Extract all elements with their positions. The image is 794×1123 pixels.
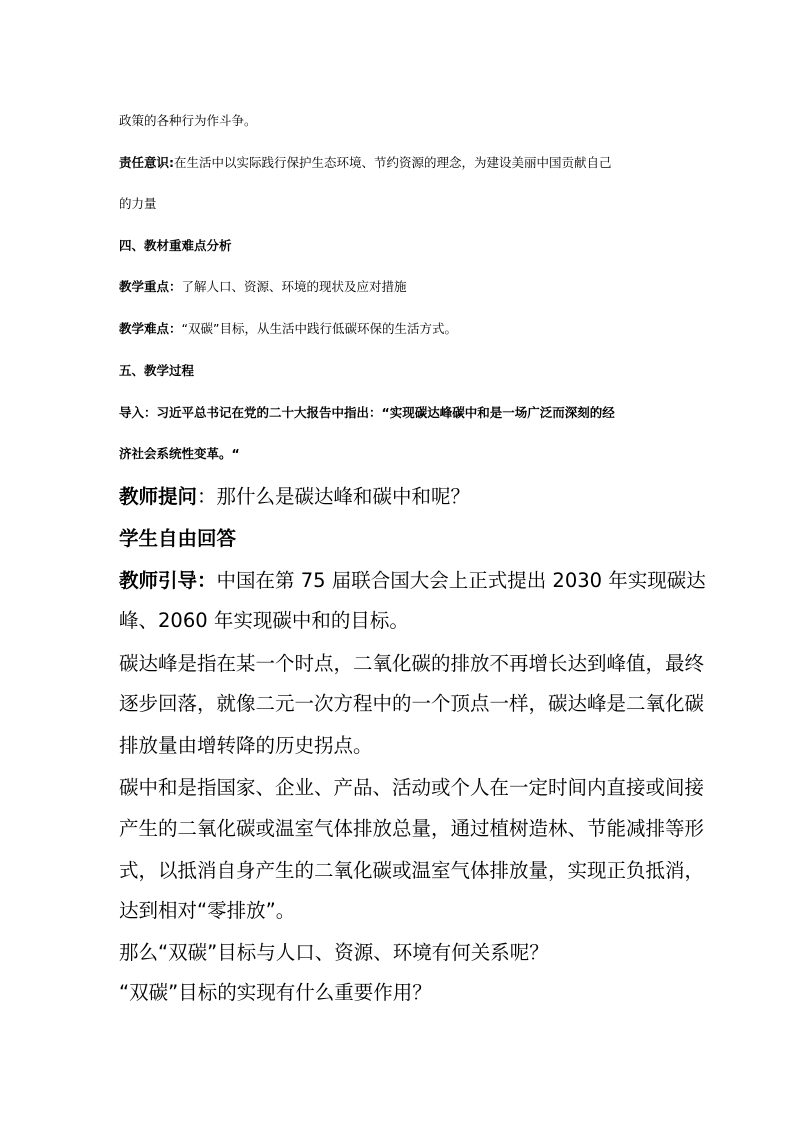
key-point-label: 教学重点： — [119, 279, 182, 294]
responsibility-text-cont: 的力量 — [119, 196, 157, 211]
peak-def-line-1: 碳达峰是指在某一个时点，二氧化碳的排放不再增长达到峰值，最终 — [119, 652, 705, 675]
difficulty-text: “双碳”目标，从生活中践行低碳环保的生活方式。 — [181, 321, 457, 336]
question-2: “双碳”目标的实现有什么重要作用？ — [119, 981, 432, 1004]
section5-heading: 五、教学过程 — [119, 363, 195, 378]
responsibility-line — [119, 153, 612, 171]
paragraph-continuation: 政策的各种行为作斗争。 — [119, 113, 257, 128]
teacher-question-label: 教师提问 — [119, 485, 198, 508]
teacher-guide-line-2: 峰、2060 年实现碳中和的目标。 — [119, 609, 409, 632]
key-point-text: 了解人口、资源、环境的现状及应对措施 — [181, 279, 407, 294]
difficulty-line — [119, 319, 457, 337]
teacher-question-text: ：那什么是碳达峰和碳中和呢？ — [197, 485, 471, 508]
intro-line-1: 导入：习近平总书记在党的二十大报告中指出：“实现碳达峰碳中和是一场广泛而深刻的经 — [119, 405, 615, 420]
peak-def-line-3: 排放量由增转降的历史拐点。 — [119, 734, 373, 757]
teacher-guide-text: 中国在第 75 届联合国大会上正式提出 2030 年实现碳达 — [216, 569, 706, 592]
teacher-guide-line-1 — [119, 565, 706, 593]
neutral-def-line-1: 碳中和是指国家、企业、产品、活动或个人在一定时间内直接或间接 — [119, 776, 705, 799]
neutral-def-line-4: 达到相对“零排放”。 — [119, 899, 296, 922]
question-1: 那么“双碳”目标与人口、资源、环境有何关系呢？ — [119, 941, 549, 964]
teacher-guide-label: 教师引导： — [119, 569, 217, 592]
responsibility-text: 在生活中以实际践行保护生态环境、节约资源的理念，为建设美丽中国贡献自己 — [174, 155, 612, 170]
neutral-def-line-3: 式，以抵消自身产生的二氧化碳或温室气体排放量，实现正负抵消， — [119, 859, 705, 882]
student-answer: 学生自由回答 — [119, 527, 237, 550]
neutral-def-line-2: 产生的二氧化碳或温室气体排放总量，通过植树造林、节能减排等形 — [119, 817, 705, 840]
intro-line-2: 济社会系统性变革。“ — [119, 446, 240, 461]
key-point-line — [119, 277, 407, 295]
section4-heading: 四、教材重难点分析 — [119, 238, 232, 253]
responsibility-label: 责任意识: — [119, 155, 174, 170]
peak-def-line-2: 逐步回落，就像二元一次方程中的一个顶点一样，碳达峰是二氧化碳 — [119, 692, 705, 715]
teacher-question — [119, 481, 470, 509]
difficulty-label: 教学难点： — [119, 321, 182, 336]
